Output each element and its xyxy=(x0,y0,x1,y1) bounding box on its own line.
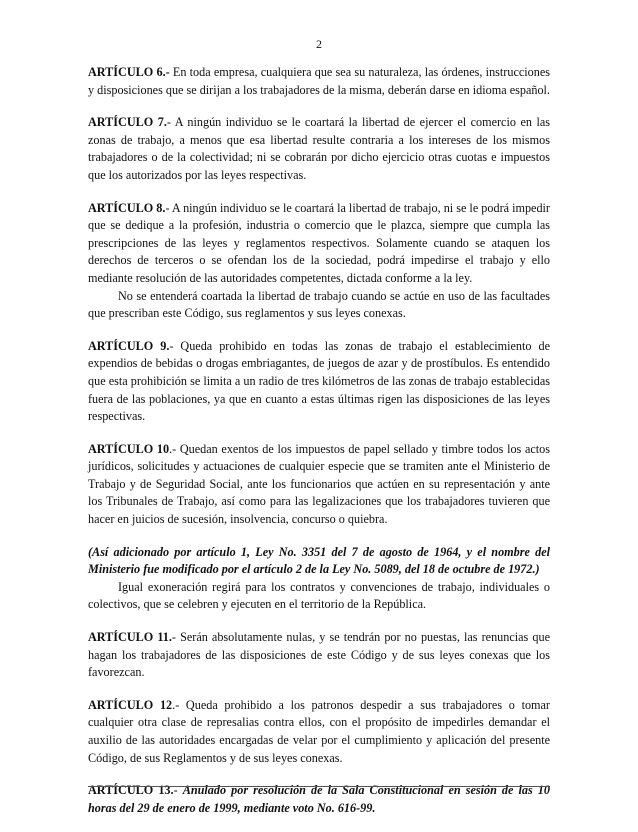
article-9-heading: ARTÍCULO 9. xyxy=(88,338,170,353)
article-10-amendment-note: (Así adicionado por artículo 1, Ley No. 3351 del 7 de agosto de 1964, y el nombre del Ministerio fue modificado por el artículo 2 de la Ley No. 5089, del 18 de octubre de 1972.) xyxy=(88,544,550,577)
article-10 xyxy=(88,441,550,529)
article-7-heading: ARTÍCULO 7. xyxy=(88,115,167,130)
page-number: 2 xyxy=(316,37,322,51)
article-11-paragraph xyxy=(88,629,550,682)
article-8-heading: ARTÍCULO 8. xyxy=(88,200,166,215)
article-11 xyxy=(88,629,550,682)
article-6-paragraph xyxy=(88,64,550,99)
article-9-paragraph xyxy=(88,338,550,426)
article-11-text: - Serán absolutamente nulas, y se tendrán por no puestas, las renuncias que hagan los trabajadores de las disposiciones de este Código y de sus leyes conexas que los favorezcan. xyxy=(88,630,550,680)
article-8 xyxy=(88,200,550,323)
article-7-paragraph xyxy=(88,114,550,184)
article-13-annulment-note: Anulado por resolución de la Sala Constitucional en sesión de las 10 horas del 29 de enero de 1999, mediante voto No. 616-99. xyxy=(88,783,550,815)
article-6-heading: ARTÍCULO 6.- xyxy=(88,65,170,79)
article-12-text: .- Queda prohibido a los patronos despedir a sus trabajadores o tomar cualquier otra clase de represalias contra ellos, con el propósito de impedirles demandar el auxilio de las autoridades encargadas de velar por el cumplimiento y aplicación del presente Código, de sus Reglamentos y de sus leyes conexas. xyxy=(88,697,550,765)
article-6-text: En toda empresa, cualquiera que sea su naturaleza, las órdenes, instrucciones y disposiciones que se dirijan a los trabajadores de la misma, deberán darse en idioma español. xyxy=(88,65,550,97)
article-9-text: - Queda prohibido en todas las zonas de trabajo el establecimiento de expendios de bebidas o drogas embriagantes, de juegos de azar y de prostíbulos. Es entendido que esta prohibición se limita a un radio de tres kilómetros de las zonas de trabajo establecidas fuera de las poblaciones, ya que en cuanto a estas últimas rigen las disposiciones de las leyes respectivas. xyxy=(88,338,550,424)
article-10-paragraph xyxy=(88,441,550,529)
article-10-amendment xyxy=(88,544,550,614)
article-12 xyxy=(88,697,550,767)
article-13-text: - xyxy=(173,783,183,798)
article-7 xyxy=(88,114,550,184)
article-9 xyxy=(88,338,550,426)
article-13-heading: ARTÍCULO 13. xyxy=(88,783,174,798)
article-10-heading: ARTÍCULO 10 xyxy=(88,441,170,456)
article-6 xyxy=(88,64,550,99)
article-13 xyxy=(88,782,550,817)
document-body xyxy=(88,64,550,832)
article-10-text: .- Quedan exentos de los impuestos de papel sellado y timbre todos los actos jurídicos, solicitudes y actuaciones de cualquier especie que se tramiten ante el Ministerio de Trabajo y de Seguridad Social, ante los funcionarios que actúen en su representación y ante los Tribunales de Trabajo, así como para las legalizaciones que los trabajadores tuvieren que hacer en juicios de sucesión, insolvencia, concurso o quiebra. xyxy=(88,441,551,527)
article-12-heading: ARTÍCULO 12 xyxy=(88,697,173,712)
article-12-paragraph xyxy=(88,697,550,767)
article-11-heading: ARTÍCULO 11. xyxy=(88,630,172,645)
article-8-paragraph xyxy=(88,200,550,288)
article-8-text: - A ningún individuo se le coartará la libertad de trabajo, ni se le podrá impedir que se dedique a la profesión, industria o comercio que le plazca, siempre que cumpla las prescripciones de las leyes y reglamentos respectivos. Solamente cuando se ataquen los derechos de terceros o se ofendan los de la sociedad, podrá impedirse el trabajo y ello mediante resolución de las autoridades competentes, dictada conforme a la ley. xyxy=(88,200,550,285)
article-13-paragraph xyxy=(88,782,550,817)
footer-divider xyxy=(88,786,550,787)
article-7-text: - A ningún individuo se le coartará la libertad de ejercer el comercio en las zonas de trabajo, a menos que esa libertad resulte contraria a los intereses de los mismos trabajadores o de la colectividad; ni se cobrarán por dicho ejercicio otras cuotas e impuestos que los autorizados por las leyes respectivas. xyxy=(88,115,550,182)
article-8-paragraph-2: No se entenderá coartada la libertad de trabajo cuando se actúe en uso de las facultades que prescriban este Código, sus reglamentos y sus leyes conexas. xyxy=(88,288,550,321)
article-10-paragraph-2: Igual exoneración regirá para los contratos y convenciones de trabajo, individuales o colectivos, que se celebren y ejecuten en el territorio de la República. xyxy=(88,579,550,612)
